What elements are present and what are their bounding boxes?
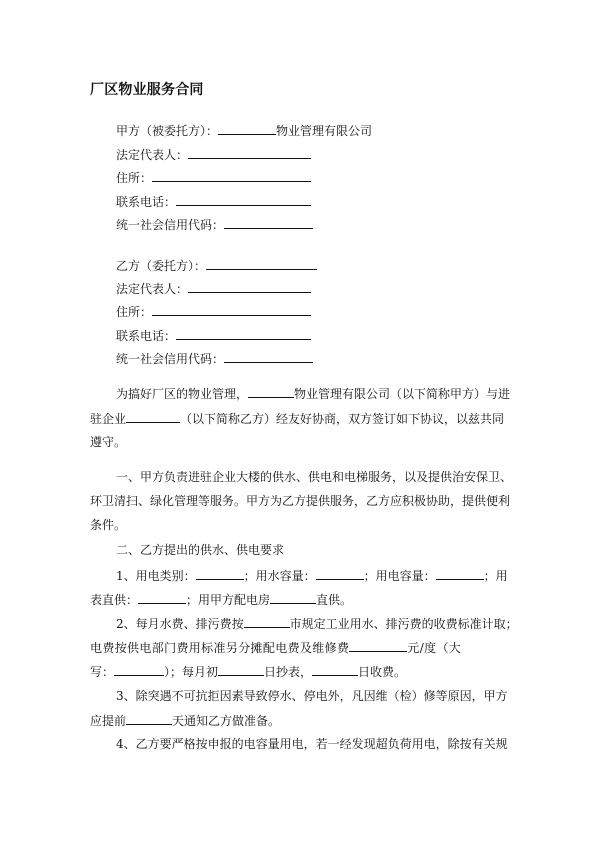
intro-line-3: 遵守。 (90, 435, 127, 449)
party-a-label: 甲方（被委托方）： (116, 124, 219, 138)
party-b-rep-blank[interactable] (188, 280, 311, 293)
intro-company-blank[interactable] (248, 385, 294, 398)
clause1-line-3: 条件。 (90, 518, 127, 532)
item2-text-h: 日收费。 (358, 665, 407, 679)
party-b-label: 乙方（委托方）： (116, 259, 207, 273)
item4-line-1: 4、乙方要严格按申报的电容量用电，若一经发现超负荷用电，除按有关规 (116, 737, 508, 751)
amount-words-blank[interactable] (114, 663, 164, 676)
item1-text-f: ；用甲方配电房 (186, 593, 271, 607)
item2-text-a: 2、每月水费、排污费按 (116, 617, 244, 631)
item3-text-b: 应提前 (90, 714, 127, 728)
party-a-rep-line (116, 146, 311, 163)
party-a-rep-label: 法定代表人： (116, 148, 189, 162)
party-b-phone-line (116, 327, 311, 344)
party-b-rep-line (116, 280, 311, 297)
party-b-addr-blank[interactable] (152, 303, 311, 316)
water-capacity-blank[interactable] (316, 567, 364, 580)
power-type-blank[interactable] (196, 567, 244, 580)
charge-day-blank[interactable] (312, 663, 358, 676)
meter-direct-blank[interactable] (138, 591, 186, 604)
party-a-rep-blank[interactable] (188, 146, 311, 159)
clause2-title: 二、乙方提出的供水、供电要求 (116, 543, 285, 557)
party-a-phone-blank[interactable] (176, 193, 311, 206)
distribution-room-blank[interactable] (270, 591, 316, 604)
meter-day-blank[interactable] (218, 663, 264, 676)
party-b-credit-line (116, 350, 313, 367)
item1-text-g: 直供。 (316, 593, 353, 607)
item1-text-d: ；用 (483, 569, 508, 583)
party-b-blank[interactable] (206, 257, 317, 270)
item2-text-f: ）；每月初 (164, 665, 219, 679)
party-a-suffix: 物业管理有限公司 (276, 124, 373, 138)
party-a-credit-line (116, 216, 313, 233)
party-a-addr-blank[interactable] (152, 169, 311, 182)
party-b-credit-blank[interactable] (224, 350, 313, 363)
intro-text-2a: 驻企业 (90, 412, 127, 426)
party-b-rep-label: 法定代表人： (116, 282, 189, 296)
item2-text-g: 日抄表， (264, 665, 313, 679)
party-b-addr-label: 住所： (116, 305, 153, 319)
power-capacity-blank[interactable] (436, 567, 484, 580)
party-a-addr-line (116, 169, 311, 186)
party-b-addr-line (116, 303, 311, 320)
clause1-line-1: 一、甲方负责进驻企业大楼的供水、供电和电梯服务，以及提供治安保卫、 (116, 470, 513, 484)
party-a-addr-label: 住所： (116, 171, 153, 185)
item1-line-2 (90, 591, 352, 608)
item2-text-e: 写： (90, 665, 115, 679)
intro-text-1a: 为搞好厂区的物业管理， (116, 387, 249, 401)
item1-line-1 (116, 567, 508, 584)
intro-line-2 (90, 410, 504, 427)
city-blank[interactable] (244, 615, 290, 628)
item3-line-1: 3、除突遇不可抗拒因素导致停水、停电外，凡因维（检）修等原因，甲方 (116, 689, 508, 703)
item2-text-c: 电费按供电部门费用标准另分摊配电费及维修费 (90, 641, 350, 655)
party-a-credit-blank[interactable] (224, 216, 313, 229)
fee-rate-blank[interactable] (349, 639, 407, 652)
item1-text-c: ；用电容量： (363, 569, 436, 583)
party-a-blank[interactable] (218, 122, 276, 135)
party-b-line (116, 257, 317, 274)
item2-text-b: 市规定工业用水、排污费的收费标准计取； (289, 617, 518, 631)
item1-text-b: ；用水容量： (243, 569, 316, 583)
intro-text-2b: （以下简称乙方）经友好协商，双方签订如下协议，以兹共同 (180, 412, 505, 426)
item2-text-d: 元/度（大 (407, 641, 462, 655)
party-a-credit-label: 统一社会信用代码： (116, 218, 225, 232)
clause1-line-2: 环卫清扫、绿化管理等服务。甲方为乙方提供服务，乙方应积极协助，提供便利 (90, 494, 511, 508)
party-b-credit-label: 统一社会信用代码： (116, 352, 225, 366)
intro-line-1 (116, 385, 510, 402)
item3-line-2 (90, 712, 280, 729)
item3-text-c: 天通知乙方做准备。 (172, 714, 281, 728)
intro-enterprise-blank[interactable] (126, 410, 180, 423)
item2-line-3 (90, 663, 406, 680)
notice-days-blank[interactable] (126, 712, 172, 725)
intro-text-1b: 物业管理有限公司（以下简称甲方）与进 (294, 387, 511, 401)
party-a-line (116, 122, 372, 139)
party-a-phone-label: 联系电话： (116, 195, 177, 209)
party-b-phone-blank[interactable] (176, 327, 311, 340)
item1-text-e: 表直供： (90, 593, 139, 607)
item2-line-2 (90, 639, 461, 656)
document-title: 厂区物业服务合同 (90, 82, 204, 98)
item1-text-a: 1、用电类别： (116, 569, 196, 583)
item2-line-1 (116, 615, 518, 632)
party-b-phone-label: 联系电话： (116, 329, 177, 343)
party-a-phone-line (116, 193, 311, 210)
